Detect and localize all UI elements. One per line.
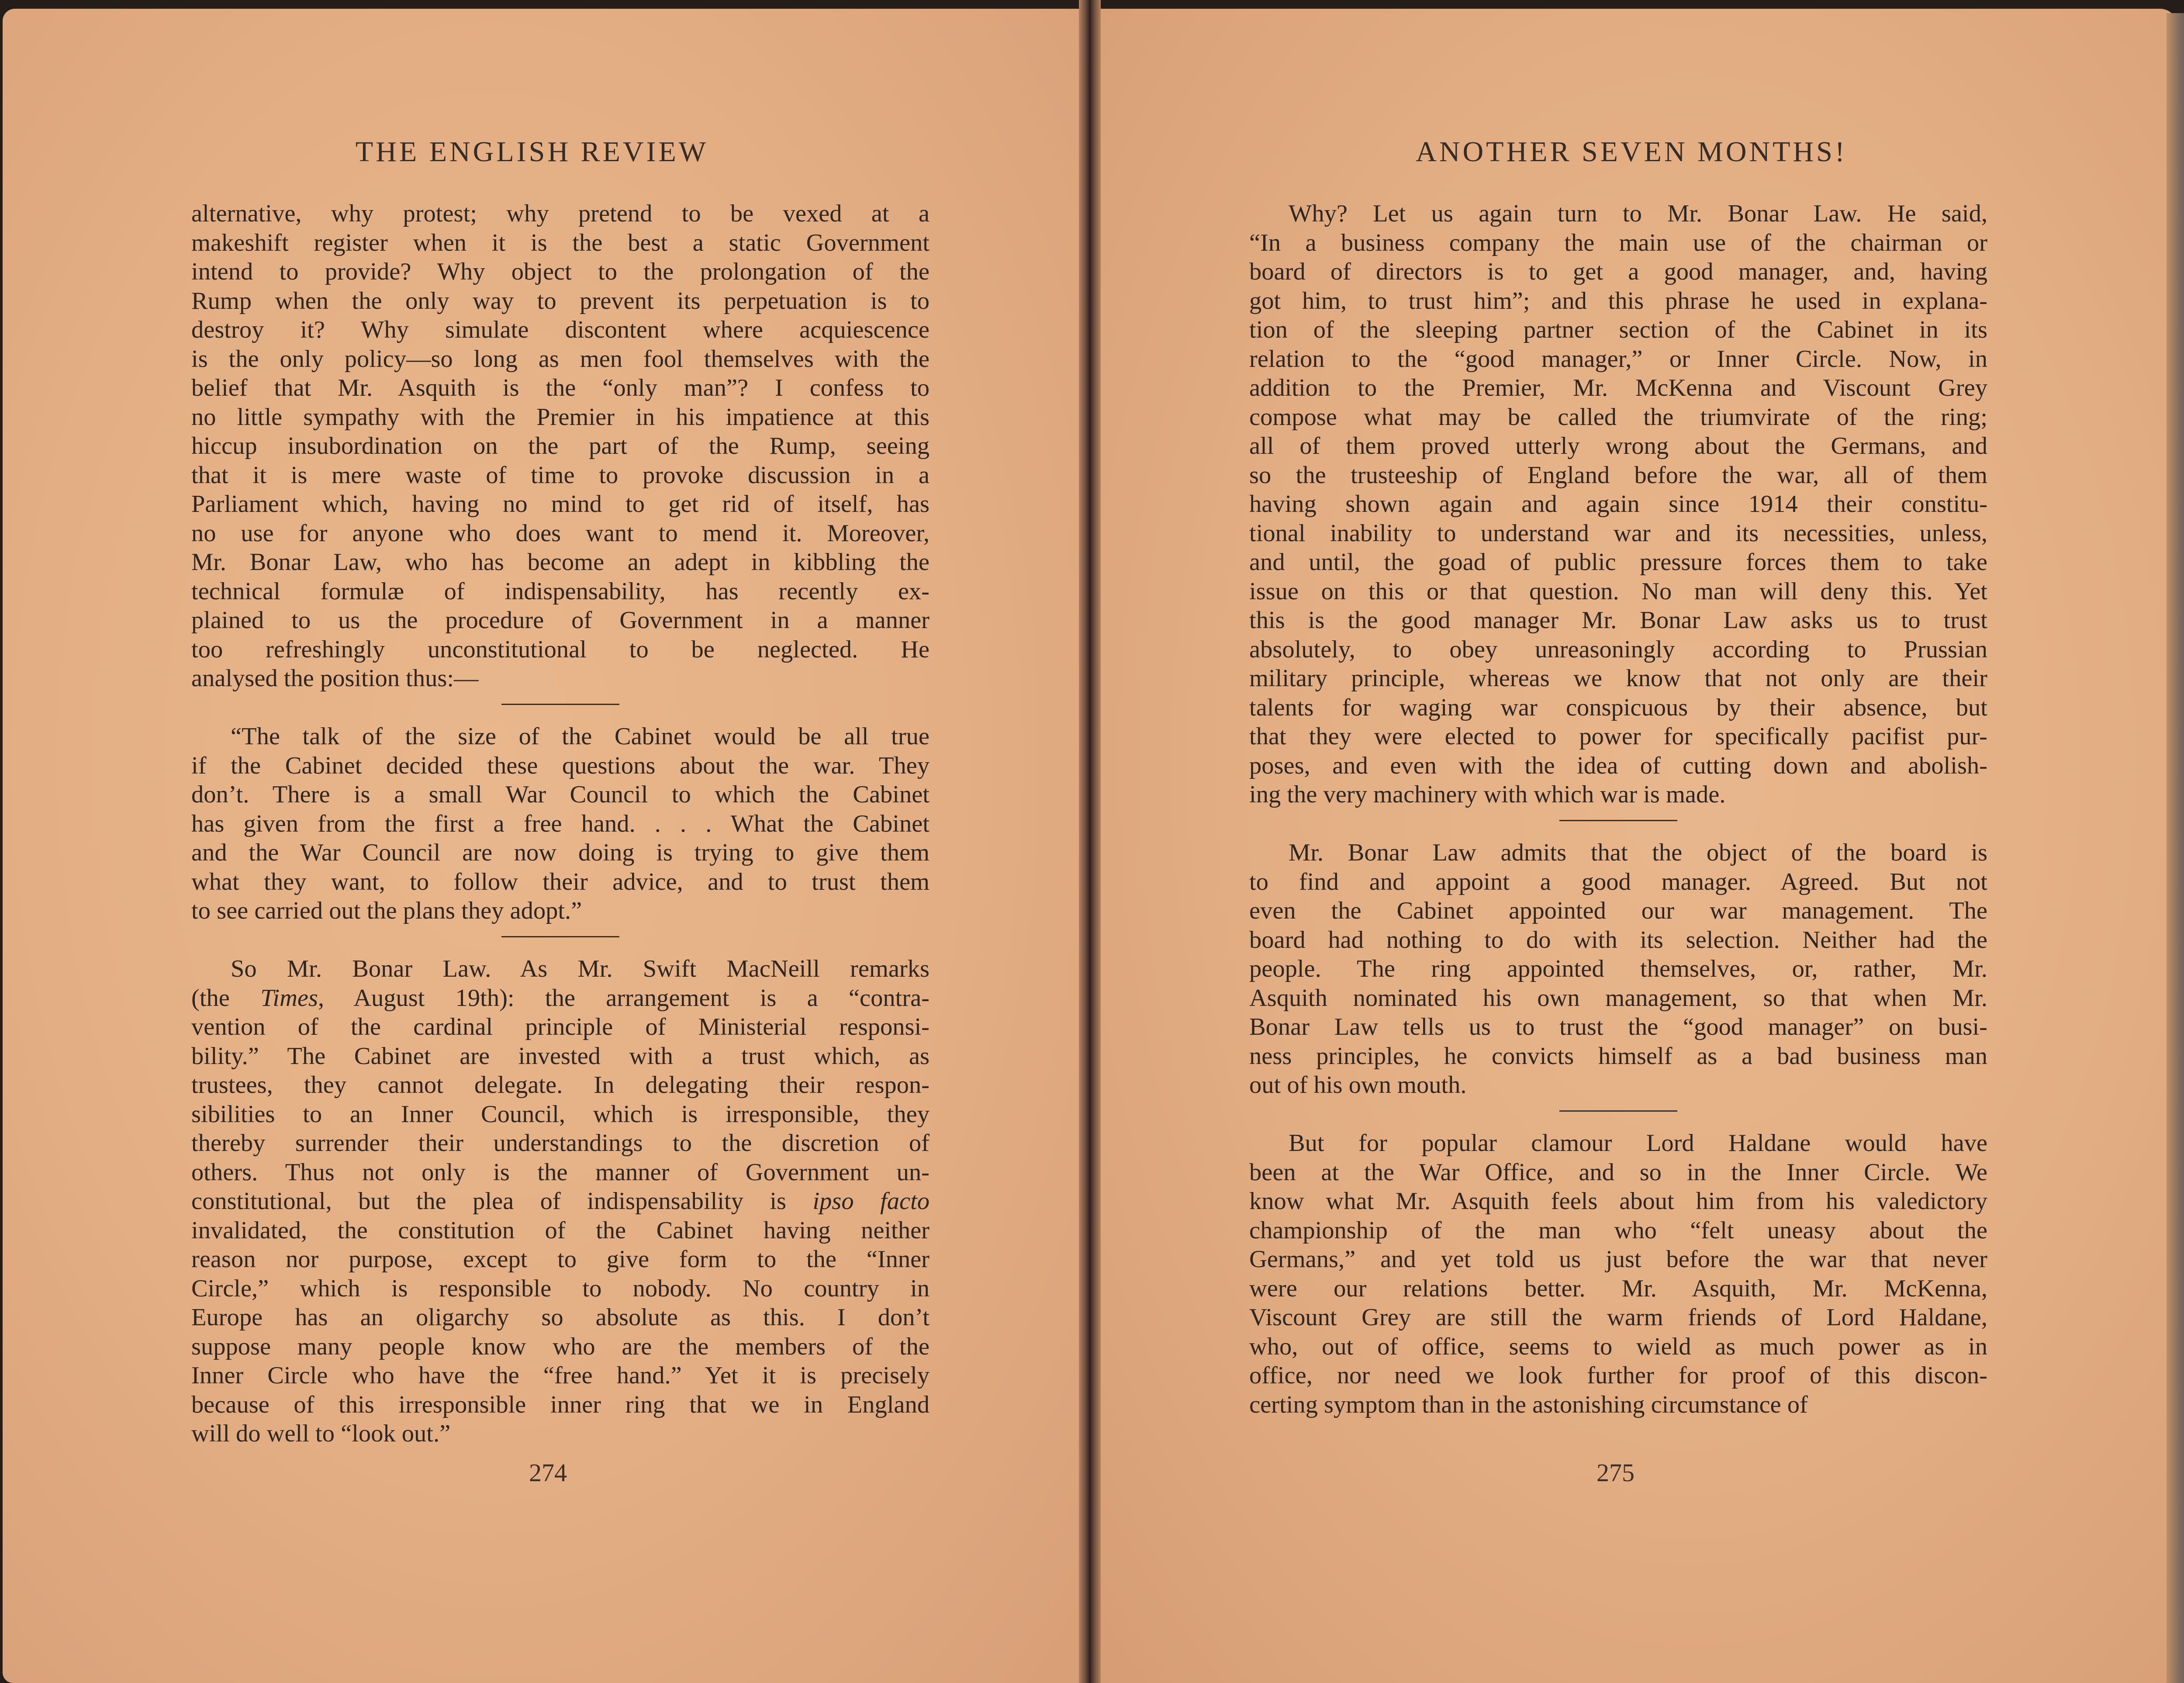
left-text-line: Circle,” which is responsible to nobody. No country in: [191, 1275, 930, 1302]
right-text-line: even the Cabinet appointed our war management. The: [1249, 897, 1987, 924]
right-text-line: so the trusteeship of England before the war, all of them: [1249, 461, 1987, 489]
left-text-line: alternative, why protest; why pretend to be vexed at a: [191, 200, 930, 227]
left-section-rule: [191, 693, 930, 722]
right-text-line: issue on this or that question. No man will deny this. Yet: [1249, 577, 1987, 605]
left-text-line: to see carried out the plans they adopt.”: [191, 897, 582, 924]
left-text-line: makeshift register when it is the best a static Government: [191, 229, 930, 256]
right-text-line: were our relations better. Mr. Asquith, Mr. McKenna,: [1249, 1275, 1987, 1302]
right-text-line: and until, the goad of public pressure forces them to take: [1249, 549, 1987, 576]
left-text-line: what they want, to follow their advice, and to trust them: [191, 868, 930, 895]
right-text-line: poses, and even with the idea of cutting down and abolish-: [1249, 752, 1987, 779]
left-text-line: destroy it? Why simulate discontent where acquiescence: [191, 316, 930, 343]
right-text-block: [1249, 199, 1987, 1419]
left-page-number: 274: [529, 1458, 567, 1487]
right-text-line: people. The ring appointed themselves, or, rather, Mr.: [1249, 955, 1987, 982]
left-text-line: Europe has an oligarchy so absolute as this. I don’t: [191, 1304, 930, 1331]
right-text-line: tional inability to understand war and its necessities, unless,: [1249, 519, 1987, 547]
right-text-line: relation to the “good manager,” or Inner Circle. Now, in: [1249, 345, 1987, 373]
left-text-line: plained to us the procedure of Government in a manner: [191, 607, 930, 634]
left-text-line: analysed the position thus:—: [191, 665, 479, 692]
left-text-line: too refreshingly unconstitutional to be neglected. He: [191, 636, 930, 663]
left-text-line: (the Times, August 19th): the arrangement is a “contra-: [191, 984, 930, 1012]
left-text-line: technical formulæ of indispensability, has recently ex-: [191, 577, 930, 605]
right-text-line: championship of the man who “felt uneasy about the: [1249, 1216, 1987, 1244]
right-text-line: who, out of office, seems to wield as much power as in: [1249, 1333, 1987, 1360]
right-section-rule: [1249, 1100, 1987, 1129]
left-text-line: no use for anyone who does want to mend it. Moreover,: [191, 519, 930, 547]
right-text-line: Bonar Law tells us to trust the “good manager” on busi-: [1249, 1013, 1987, 1040]
left-text-line: belief that Mr. Asquith is the “only man”? I confess to: [191, 374, 930, 401]
left-text-line: is the only policy—so long as men fool themselves with the: [191, 345, 930, 373]
right-text-line: Why? Let us again turn to Mr. Bonar Law. He said,: [1289, 200, 1987, 227]
left-text-block: [191, 199, 930, 1448]
left-text-line: has given from the first a free hand. . . . What the Cabinet: [191, 810, 930, 837]
right-text-line: that they were elected to power for specifically pacifist pur-: [1249, 723, 1987, 750]
left-running-head: THE ENGLISH REVIEW: [355, 136, 709, 168]
right-text-line: ing the very machinery with which war is made.: [1249, 781, 1726, 808]
left-text-line: sibilities to an Inner Council, which is irresponsible, they: [191, 1100, 930, 1128]
right-text-line: “In a business company the main use of the chairman or: [1249, 229, 1987, 256]
left-text-line: suppose many people know who are the members of the: [191, 1333, 930, 1360]
left-text-line: intend to provide? Why object to the prolongation of the: [191, 258, 930, 285]
left-text-line: constitutional, but the plea of indispensability is ipso facto: [191, 1188, 930, 1215]
right-text-line: Viscount Grey are still the warm friends of Lord Haldane,: [1249, 1304, 1987, 1331]
right-text-line: Mr. Bonar Law admits that the object of the board is: [1289, 839, 1987, 866]
right-text-line: Germans,” and yet told us just before the war that never: [1249, 1246, 1987, 1273]
left-text-line: hiccup insubordination on the part of the Rump, seeing: [191, 432, 930, 460]
left-text-line: So Mr. Bonar Law. As Mr. Swift MacNeill remarks: [231, 955, 930, 982]
left-text-line: reason nor purpose, except to give form to the “Inner: [191, 1246, 930, 1273]
right-text-line: talents for waging war conspicuous by their absence, but: [1249, 694, 1987, 721]
right-text-line: to find and appoint a good manager. Agreed. But not: [1249, 868, 1987, 895]
left-text-line: “The talk of the size of the Cabinet would be all true: [231, 723, 930, 750]
left-text-line: thereby surrender their understandings to the discretion of: [191, 1130, 930, 1157]
right-text-line: addition to the Premier, Mr. McKenna and Viscount Grey: [1249, 374, 1987, 401]
right-text-line: out of his own mouth.: [1249, 1071, 1467, 1099]
left-text-line: because of this irresponsible inner ring that we in England: [191, 1391, 930, 1418]
right-text-line: this is the good manager Mr. Bonar Law asks us to trust: [1249, 607, 1987, 634]
right-section-rule: [1249, 809, 1987, 839]
right-text-line: military principle, whereas we know that not only are their: [1249, 665, 1987, 692]
right-text-line: But for popular clamour Lord Haldane would have: [1289, 1130, 1987, 1157]
right-text-line: absolutely, to obey unreasoningly according to Prussian: [1249, 636, 1987, 663]
right-text-line: been at the War Office, and so in the Inner Circle. We: [1249, 1158, 1987, 1186]
left-text-line: no little sympathy with the Premier in his impatience at this: [191, 403, 930, 431]
left-page: [3, 9, 1088, 1683]
right-page: [1094, 9, 2177, 1683]
right-text-line: board of directors is to get a good manager, and, having: [1249, 258, 1987, 285]
left-text-line: Parliament which, having no mind to get rid of itself, has: [191, 491, 930, 518]
right-text-line: know what Mr. Asquith feels about him from his valedictory: [1249, 1188, 1987, 1215]
left-text-line: if the Cabinet decided these questions about the war. They: [191, 752, 930, 779]
right-text-line: board had nothing to do with its selection. Neither had the: [1249, 926, 1987, 954]
right-text-line: compose what may be called the triumvirate of the ring;: [1249, 403, 1987, 431]
right-text-line: certing symptom than in the astonishing circumstance of: [1249, 1391, 1808, 1418]
left-text-line: don’t. There is a small War Council to which the Cabinet: [191, 781, 930, 808]
left-text-line: trustees, they cannot delegate. In delegating their respon-: [191, 1071, 930, 1099]
right-text-line: got him, to trust him”; and this phrase he used in explana-: [1249, 287, 1987, 314]
right-page-number: 275: [1597, 1458, 1635, 1487]
left-text-line: will do well to “look out.”: [191, 1420, 451, 1447]
left-text-line: invalidated, the constitution of the Cabinet having neither: [191, 1216, 930, 1244]
left-text-line: vention of the cardinal principle of Ministerial responsi-: [191, 1013, 930, 1040]
left-text-line: Mr. Bonar Law, who has become an adept in kibbling the: [191, 549, 930, 576]
right-running-head: ANOTHER SEVEN MONTHS!: [1416, 136, 1847, 168]
right-text-line: all of them proved utterly wrong about the Germans, and: [1249, 432, 1987, 460]
left-text-line: others. Thus not only is the manner of Government un-: [191, 1158, 930, 1186]
right-text-line: having shown again and again since 1914 their constitu-: [1249, 491, 1987, 518]
right-text-line: Asquith nominated his own management, so that when Mr.: [1249, 984, 1987, 1012]
left-section-rule: [191, 926, 930, 955]
left-text-line: Inner Circle who have the “free hand.” Yet it is precisely: [191, 1362, 930, 1389]
left-text-line: that it is mere waste of time to provoke discussion in a: [191, 461, 930, 489]
left-text-line: Rump when the only way to prevent its perpetuation is to: [191, 287, 930, 314]
right-text-line: tion of the sleeping partner section of the Cabinet in its: [1249, 316, 1987, 343]
right-text-line: office, nor need we look further for proof of this discon-: [1249, 1362, 1987, 1389]
left-text-line: and the War Council are now doing is trying to give them: [191, 839, 930, 866]
book-edge: [2167, 13, 2184, 1683]
right-text-line: ness principles, he convicts himself as a bad business man: [1249, 1042, 1987, 1070]
book-gutter: [1079, 0, 1101, 1683]
left-text-line: bility.” The Cabinet are invested with a trust which, as: [191, 1042, 930, 1070]
